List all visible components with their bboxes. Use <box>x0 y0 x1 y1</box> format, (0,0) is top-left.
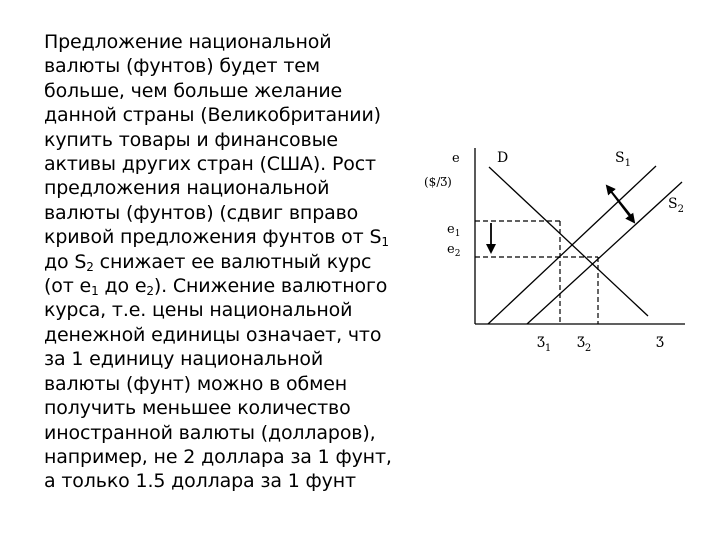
text-line: активы других стран (США). Рост <box>44 153 376 176</box>
text-line: валюты (фунт) можно в обмен <box>44 372 348 395</box>
text-line: валюты (фунтов) будет тем <box>44 55 320 78</box>
text-fragment: снижает ее валютный курс <box>93 250 372 273</box>
supply-demand-diagram <box>410 140 710 370</box>
text-fragment: до S <box>44 250 87 273</box>
label-base: Ʒ <box>577 335 585 351</box>
supply1-label <box>615 150 631 169</box>
demand-curve <box>489 167 648 316</box>
text-fragment: кривой предложения фунтов от S <box>44 226 382 249</box>
text-line <box>44 274 416 298</box>
text-line: валюты (фунтов) (сдвиг вправо <box>44 201 359 224</box>
text-line: за 1 единицу национальной <box>44 348 324 371</box>
label-base: S <box>615 150 625 166</box>
text-line: курса, т.е. цены национальной <box>44 299 353 322</box>
text-line <box>44 225 416 249</box>
x-axis-label: Ʒ <box>656 335 664 351</box>
q2-label <box>577 335 591 354</box>
demand-label: D <box>497 150 509 166</box>
e2-label <box>447 242 460 259</box>
e1-label <box>447 222 460 239</box>
text-line: данной страны (Великобритании) <box>44 104 381 127</box>
text-line: купить товары и финансовые <box>44 128 338 151</box>
supply2-label <box>668 196 684 215</box>
label-base: Ʒ <box>537 335 545 351</box>
text-line: денежной единицы означает, что <box>44 323 382 346</box>
y-axis-unit: ($/Ʒ) <box>424 175 452 189</box>
text-fragment: до e <box>98 275 147 298</box>
text-line: а только 1.5 доллара за 1 фунт <box>44 470 356 493</box>
label-sub: 1 <box>454 229 461 239</box>
explanation-paragraph <box>44 30 416 494</box>
supply-curve-s2 <box>527 182 682 324</box>
text-fragment: (от e <box>44 275 92 298</box>
text-line: Предложение национальной <box>44 31 332 53</box>
text-line: предложения национальной <box>44 177 330 200</box>
text-line <box>44 250 416 274</box>
y-axis-label: e <box>452 151 460 166</box>
text-line: иностранной валюты (долларов), <box>44 421 376 444</box>
subscript: 2 <box>86 259 94 274</box>
text-line: больше, чем больше желание <box>44 79 343 102</box>
subscript: 2 <box>146 284 154 299</box>
label-sub: 1 <box>624 158 631 169</box>
label-sub: 1 <box>544 343 552 354</box>
label-sub: 2 <box>454 249 461 259</box>
label-base: S <box>668 196 678 212</box>
supply-shift-arrow-2 <box>607 186 632 217</box>
subscript: 1 <box>91 284 99 299</box>
label-base: e <box>447 242 455 257</box>
subscript: 1 <box>381 235 389 250</box>
text-fragment: ). Снижение валютного <box>153 275 388 298</box>
label-sub: 2 <box>584 343 592 354</box>
label-sub: 2 <box>677 204 684 215</box>
label-base: e <box>447 222 455 237</box>
q1-label <box>537 335 551 354</box>
text-line: получить меньшее количество <box>44 397 351 420</box>
text-line: например, не 2 доллара за 1 фунт, <box>44 445 392 468</box>
